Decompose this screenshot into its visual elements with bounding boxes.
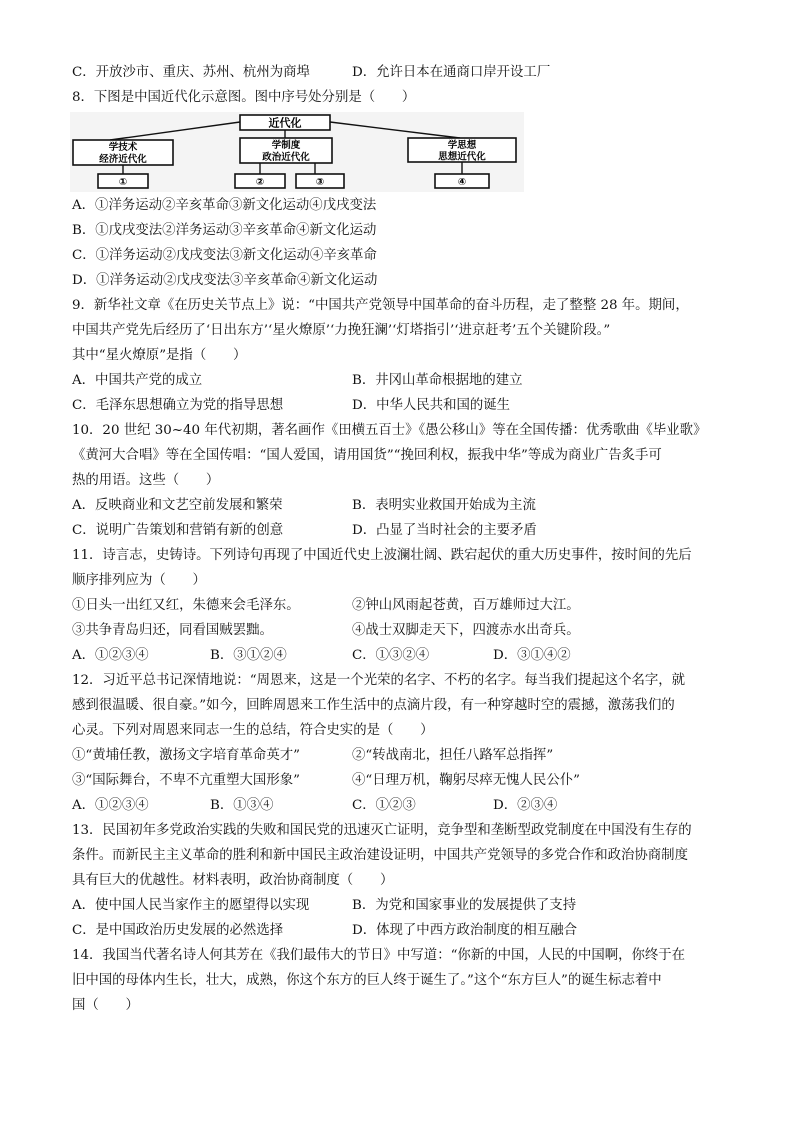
q12-stem-line3: 心灵。下列对周恩来同志一生的总结，符合史实的是（ ）	[72, 723, 434, 738]
q14-stem-line1: 14．我国当代著名诗人何其芳在《我们最伟大的节日》中写道：“你新的中国，人民的中国啊，你终于在	[72, 948, 686, 963]
q11-option-b: B．③①②④	[210, 648, 287, 663]
q11-stem-line1: 11．诗言志，史铸诗。下列诗句再现了中国近代史上波澜壮阔、跌宕起伏的重大历史事件，按时间的先后	[72, 548, 692, 563]
diagram-blank-1-label: ①	[118, 177, 128, 188]
q7-option-c: C．开放沙市、重庆、苏州、杭州为商埠	[72, 65, 310, 80]
q10-stem-line2: 《黄河大合唱》等在全国传唱：“国人爱国，请用国货”“挽回利权，振我中华”等成为商业广告炙手可	[72, 448, 662, 463]
q9-option-c: C．毛泽东思想确立为党的指导思想	[72, 398, 284, 413]
diagram-institution-line2: 政治近代化	[262, 152, 310, 163]
q13-option-c: C．是中国政治历史发展的必然选择	[72, 923, 284, 938]
diagram-root-label: 近代化	[268, 116, 302, 130]
q8-option-c: C．①洋务运动②戊戌变法③新文化运动④辛亥革命	[72, 248, 377, 263]
q8-option-b: B．①戊戌变法②洋务运动③辛亥革命④新文化运动	[72, 223, 377, 238]
diagram-thought-line1: 学思想	[447, 140, 477, 151]
q11-item-4: ④战士双脚走天下，四渡赤水出奇兵。	[352, 623, 580, 638]
q8-option-a: A．①洋务运动②辛亥革命③新文化运动④戊戌变法	[72, 198, 377, 213]
q11-item-1: ①日头一出红又红，朱德来会毛泽东。	[72, 598, 300, 613]
q12-item-4: ④“日理万机，鞠躬尽瘁无愧人民公仆”	[352, 773, 580, 788]
q10-option-d: D．凸显了当时社会的主要矛盾	[352, 523, 537, 538]
q9-option-a: A．中国共产党的成立	[72, 373, 203, 388]
q11-item-2: ②钟山风雨起苍黄，百万雄师过大江。	[352, 598, 580, 613]
q7-option-d: D．允许日本在通商口岸开设工厂	[352, 65, 551, 80]
q12-stem-line2: 感到很温暖、很自豪。”如今，回眸周恩来工作生活中的点滴片段，有一种穿越时空的震撼，激荡我们的	[72, 698, 675, 713]
q13-option-b: B．为党和国家事业的发展提供了支持	[352, 898, 577, 913]
q14-stem-line3: 国（ ）	[72, 998, 139, 1013]
diagram-institution-line1: 学制度	[271, 140, 301, 151]
q10-option-a: A．反映商业和文艺空前发展和繁荣	[72, 498, 283, 513]
diagram-thought-line2: 思想近代化	[438, 151, 486, 163]
diagram-blank-4-label: ④	[457, 177, 467, 188]
q13-option-a: A．使中国人民当家作主的愿望得以实现	[72, 898, 310, 913]
q8-stem: 8．下图是中国近代化示意图。图中序号处分别是（ ）	[72, 90, 416, 105]
q10-stem-line1: 10．20 世纪 30~40 年代初期，著名画作《田横五百士》《愚公移山》等在全国传播：优秀歌曲《毕业歌》	[72, 423, 707, 438]
q12-stem-line1: 12．习近平总书记深情地说：“周恩来，这是一个光荣的名字、不朽的名字。每当我们提起这个名字，就	[72, 673, 686, 688]
q9-stem-line1: 9．新华社文章《在历史关节点上》说：“中国共产党领导中国革命的奋斗历程，走了整整 28 年。期间，	[72, 298, 689, 313]
q13-option-d: D．体现了中西方政治制度的相互融合	[352, 923, 577, 938]
q9-stem-line3: 其中“星火燎原”是指（ ）	[72, 348, 247, 363]
q14-stem-line2: 旧中国的母体内生长，壮大，成熟，你这个东方的巨人终于诞生了。”这个“东方巨人”的诞生标志着中	[72, 973, 662, 988]
q11-stem-line2: 顺序排列应为（ ）	[72, 573, 206, 588]
q12-option-c: C．①②③	[352, 798, 416, 813]
q12-option-b: B．①③④	[210, 798, 274, 813]
q12-item-3: ③“国际舞台，不卑不亢重塑大国形象”	[72, 773, 300, 788]
q10-option-b: B．表明实业救国开始成为主流	[352, 498, 536, 513]
q10-option-c: C．说明广告策划和营销有新的创意	[72, 523, 284, 538]
q9-stem-line2: 中国共产党先后经历了‘日出东方’‘星火燎原’‘力挽狂澜’‘灯塔指引’‘进京赶考’五个关键阶段。”	[72, 323, 611, 338]
q12-option-d: D．②③④	[493, 798, 558, 813]
q11-option-c: C．①③②④	[352, 648, 430, 663]
q11-option-d: D．③①④②	[493, 648, 571, 663]
q12-item-1: ①“黄埔任教，激扬文字培育革命英才”	[72, 748, 300, 763]
q8-option-d: D．①洋务运动②戊戌变法③辛亥革命④新文化运动	[72, 273, 378, 288]
q13-stem-line2: 条件。而新民主主义革命的胜利和新中国民主政治建设证明，中国共产党领导的多党合作和政治协商制度	[72, 848, 688, 863]
q11-option-a: A．①②③④	[72, 648, 149, 663]
q11-item-3: ③共争青岛归还，同看国贼罢黜。	[72, 623, 273, 638]
q9-option-b: B．井冈山革命根据地的建立	[352, 373, 523, 388]
q10-stem-line3: 热的用语。这些（ ）	[72, 473, 220, 488]
q12-option-a: A．①②③④	[72, 798, 149, 813]
diagram-tech-line2: 经济近代化	[99, 154, 147, 165]
diagram-blank-3-label: ③	[315, 177, 325, 188]
diagram-blank-2-label: ②	[255, 177, 265, 188]
q13-stem-line1: 13．民国初年多党政治实践的失败和国民党的迅速灭亡证明，竞争型和垄断型政党制度在中国没有生存的	[72, 823, 692, 838]
q12-item-2: ②“转战南北，担任八路军总指挥”	[352, 748, 554, 763]
diagram-tech-line1: 学技术	[108, 142, 138, 153]
q13-stem-line3: 具有巨大的优越性。材料表明，政治协商制度（ ）	[72, 873, 394, 888]
q9-option-d: D．中华人民共和国的诞生	[352, 398, 511, 413]
modernization-diagram	[70, 112, 524, 192]
